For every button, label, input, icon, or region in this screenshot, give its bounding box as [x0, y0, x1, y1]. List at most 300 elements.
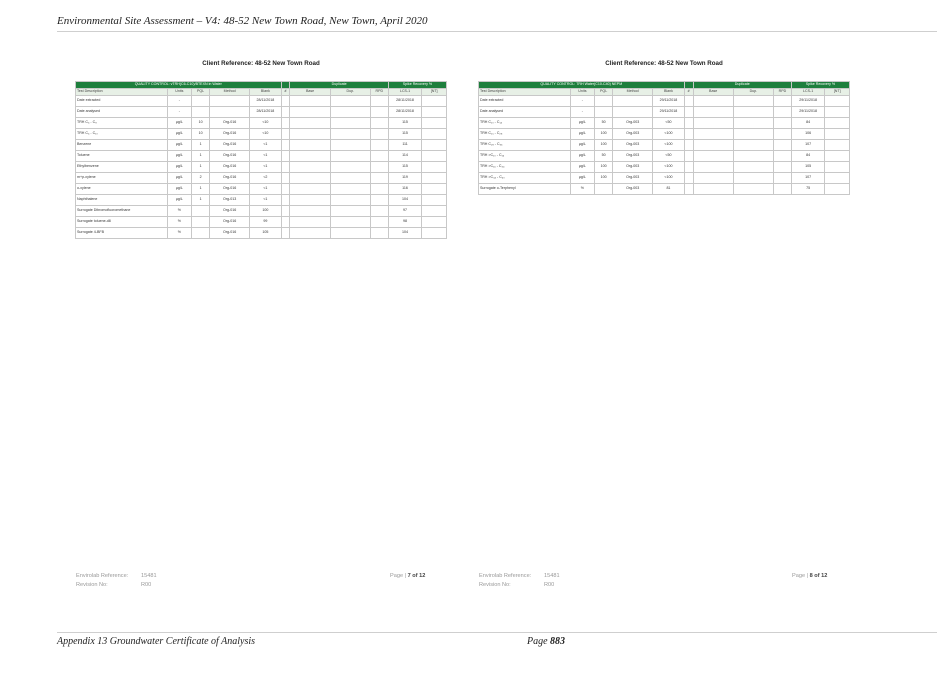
page-label: Page |: [390, 573, 407, 579]
table-cell: [684, 162, 693, 173]
ref-value: 15481: [141, 573, 157, 579]
table-cell: [290, 206, 330, 217]
table-cell: [773, 107, 791, 118]
table-cell: [290, 151, 330, 162]
table-cell: 104: [388, 228, 422, 239]
table-cell: [370, 118, 388, 129]
table-cell: [370, 140, 388, 151]
table-cell: [192, 217, 210, 228]
table-cell: -: [167, 96, 192, 107]
table-cell: Org-016: [210, 151, 250, 162]
table-cell: <1: [250, 151, 281, 162]
table-cell: [693, 118, 733, 129]
table-cell: [693, 140, 733, 151]
table-cell: 99: [250, 217, 281, 228]
table-cell: 115: [388, 118, 422, 129]
table-cell: [290, 228, 330, 239]
table-cell: 100: [595, 129, 613, 140]
table-cell: Org-016: [210, 140, 250, 151]
table-cell: [422, 184, 447, 195]
table-cell: Benzene: [76, 140, 168, 151]
table-cell: 84: [791, 151, 825, 162]
table-cell: [825, 96, 850, 107]
table-title: QUALITY CONTROL: TRH Water(C10-C40) NEPM: [479, 82, 685, 89]
table-cell: µg/L: [570, 140, 595, 151]
table-title-row: [76, 82, 447, 89]
table-cell: [684, 118, 693, 129]
column-header: Base: [693, 89, 733, 96]
table-cell: 1: [192, 195, 210, 206]
table-cell: 28/11/2018: [388, 107, 422, 118]
qc-table-vtrh-btexn: [75, 81, 447, 239]
table-cell: -: [167, 107, 192, 118]
table-cell: [290, 118, 330, 129]
table-cell: [192, 96, 210, 107]
table-cell: [192, 228, 210, 239]
table-row: [76, 173, 447, 184]
table-cell: 1: [192, 151, 210, 162]
table-cell: [281, 184, 290, 195]
table-cell: [422, 129, 447, 140]
table-cell: 97: [388, 206, 422, 217]
table-row: [479, 107, 850, 118]
table-cell: -: [570, 107, 595, 118]
table-cell: [210, 107, 250, 118]
table-cell: [422, 140, 447, 151]
column-header: PQL: [192, 89, 210, 96]
table-cell: Org-016: [210, 173, 250, 184]
table-cell: [290, 96, 330, 107]
table-cell: [330, 162, 370, 173]
table-cell: TRH C₆ - C₁₀: [76, 129, 168, 140]
table-cell: µg/L: [167, 195, 192, 206]
table-cell: 111: [388, 140, 422, 151]
rev-label: Revision No:: [479, 582, 511, 588]
duplicate-group-header: Duplicate: [693, 82, 791, 89]
table-cell: Date analysed: [76, 107, 168, 118]
column-header: Blank: [653, 89, 684, 96]
table-row: [76, 151, 447, 162]
table-cell: [825, 151, 850, 162]
table-cell: 115: [388, 162, 422, 173]
column-header: Blank: [250, 89, 281, 96]
column-header: Test Description: [76, 89, 168, 96]
column-header: Units: [570, 89, 595, 96]
table-cell: [370, 195, 388, 206]
table-cell: [370, 184, 388, 195]
table-cell: 119: [388, 173, 422, 184]
table-row: [479, 129, 850, 140]
table-cell: 1: [192, 140, 210, 151]
table-cell: [733, 118, 773, 129]
table-cell: [422, 96, 447, 107]
table-cell: 29/11/2018: [653, 96, 684, 107]
spike-recovery-group-header: Spike Recovery %: [791, 82, 849, 89]
table-cell: 100: [595, 140, 613, 151]
table-cell: [281, 107, 290, 118]
spike-recovery-group-header: Spike Recovery %: [388, 82, 446, 89]
table-cell: [773, 129, 791, 140]
table-cell: Org-003: [613, 151, 653, 162]
table-cell: [290, 162, 330, 173]
table-cell: [281, 96, 290, 107]
table-cell: 75: [791, 184, 825, 195]
table-cell: Org-003: [613, 140, 653, 151]
table-cell: [422, 195, 447, 206]
table-cell: [370, 206, 388, 217]
table-cell: 50: [595, 151, 613, 162]
table-cell: Org-016: [210, 228, 250, 239]
table-cell: [422, 151, 447, 162]
table-cell: [290, 184, 330, 195]
table-row: [76, 228, 447, 239]
table-cell: 98: [388, 217, 422, 228]
table-cell: 84: [791, 118, 825, 129]
table-cell: Naphthalene: [76, 195, 168, 206]
table-cell: µg/L: [167, 140, 192, 151]
column-header: Base: [290, 89, 330, 96]
ref-label: Envirolab Reference:: [76, 573, 129, 579]
table-cell: <2: [250, 173, 281, 184]
table-cell: %: [167, 228, 192, 239]
table-cell: 81: [653, 184, 684, 195]
table-cell: Org-003: [613, 129, 653, 140]
table-cell: [422, 228, 447, 239]
table-cell: µg/L: [167, 118, 192, 129]
column-header: [NT]: [422, 89, 447, 96]
table-cell: [290, 129, 330, 140]
table-row: [479, 173, 850, 184]
table-cell: [684, 184, 693, 195]
table-cell: [290, 140, 330, 151]
column-header-row: [76, 89, 447, 96]
table-cell: Org-003: [613, 184, 653, 195]
table-cell: [773, 162, 791, 173]
table-cell: [825, 140, 850, 151]
table-title: QUALITY CONTROL: vTRH(C6-C10)/BTEXN in Water: [76, 82, 282, 89]
table-cell: Org-016: [210, 129, 250, 140]
column-header: RPD: [370, 89, 388, 96]
table-cell: µg/L: [167, 162, 192, 173]
table-cell: Surrogate Dibromofluoromethane: [76, 206, 168, 217]
table-row: [76, 129, 447, 140]
table-cell: [595, 107, 613, 118]
table-cell: TRH C₂₉ - C₃₆: [479, 140, 571, 151]
rev-value: R00: [141, 582, 152, 588]
column-header: Method: [613, 89, 653, 96]
table-cell: [693, 173, 733, 184]
table-cell: Date extracted: [76, 96, 168, 107]
table-cell: [684, 96, 693, 107]
table-cell: [825, 118, 850, 129]
table-cell: [281, 140, 290, 151]
table-cell: [773, 173, 791, 184]
table-row: [76, 96, 447, 107]
table-cell: [422, 217, 447, 228]
table-cell: [290, 195, 330, 206]
table-cell: 105: [791, 162, 825, 173]
table-cell: Surrogate toluene-d8: [76, 217, 168, 228]
table-cell: 1: [192, 184, 210, 195]
table-cell: TRH C₆ - C₉: [76, 118, 168, 129]
table-cell: 116: [388, 184, 422, 195]
table-cell: %: [570, 184, 595, 195]
column-header: Method: [210, 89, 250, 96]
table-row: [76, 140, 447, 151]
table-row: [479, 184, 850, 195]
table-cell: <50: [653, 151, 684, 162]
table-cell: <1: [250, 140, 281, 151]
table-row: [76, 184, 447, 195]
table-cell: [281, 206, 290, 217]
table-cell: <50: [653, 118, 684, 129]
column-header: PQL: [595, 89, 613, 96]
envirolab-reference-right: [479, 572, 560, 590]
table-cell: [693, 96, 733, 107]
page-value: 8 of 12: [809, 573, 828, 579]
table-cell: <100: [653, 162, 684, 173]
table-cell: 28/11/2018: [388, 96, 422, 107]
table-cell: <10: [250, 118, 281, 129]
table-cell: [370, 96, 388, 107]
table-row: [479, 151, 850, 162]
ref-value: 15481: [544, 573, 560, 579]
table-cell: [825, 107, 850, 118]
column-header: #: [684, 89, 693, 96]
table-cell: [330, 107, 370, 118]
client-reference-left: Client Reference: 48-52 New Town Road: [202, 60, 320, 67]
table-cell: [773, 184, 791, 195]
table-cell: 2: [192, 173, 210, 184]
table-cell: [693, 184, 733, 195]
table-cell: [422, 107, 447, 118]
table-cell: [733, 107, 773, 118]
column-header: LCS-1: [791, 89, 825, 96]
table-cell: [693, 107, 733, 118]
column-header: LCS-1: [388, 89, 422, 96]
page-footer-number: 883: [550, 636, 566, 647]
table-row: [76, 206, 447, 217]
table-row: [479, 118, 850, 129]
table-cell: o-xylene: [76, 184, 168, 195]
table-cell: µg/L: [167, 151, 192, 162]
client-reference-right: Client Reference: 48-52 New Town Road: [605, 60, 723, 67]
table-cell: [825, 173, 850, 184]
table-cell: [422, 118, 447, 129]
table-cell: [684, 129, 693, 140]
table-cell: TRH >C₁₀ - C₁₆: [479, 151, 571, 162]
table-cell: Date extracted: [479, 96, 571, 107]
table-cell: [330, 206, 370, 217]
table-cell: [210, 96, 250, 107]
table-cell: Org-016: [210, 162, 250, 173]
table-cell: [693, 162, 733, 173]
table-cell: 105: [250, 228, 281, 239]
table-cell: [733, 140, 773, 151]
table-cell: m+p-xylene: [76, 173, 168, 184]
table-cell: [733, 184, 773, 195]
table-cell: Surrogate 4-BFB: [76, 228, 168, 239]
table-title-spacer: [281, 82, 290, 89]
table-cell: [613, 96, 653, 107]
table-cell: [330, 129, 370, 140]
table-row: [479, 162, 850, 173]
table-cell: 29/11/2018: [791, 107, 825, 118]
table-cell: TRH >C₁₆ - C₃₄: [479, 162, 571, 173]
column-header: RPD: [773, 89, 791, 96]
table-row: [76, 217, 447, 228]
table-cell: [773, 118, 791, 129]
envirolab-reference-left: [76, 572, 157, 590]
table-cell: <1: [250, 195, 281, 206]
rev-label: Revision No:: [76, 582, 108, 588]
table-cell: [684, 140, 693, 151]
header-rule: [57, 31, 937, 32]
table-cell: Org-016: [210, 217, 250, 228]
table-cell: [281, 118, 290, 129]
table-cell: µg/L: [167, 173, 192, 184]
table-cell: Org-003: [613, 173, 653, 184]
table-cell: [290, 107, 330, 118]
table-cell: µg/L: [570, 118, 595, 129]
table-cell: %: [167, 217, 192, 228]
table-cell: [281, 173, 290, 184]
table-cell: [192, 107, 210, 118]
table-cell: [693, 151, 733, 162]
table-cell: 28/11/2018: [250, 107, 281, 118]
table-cell: 107: [791, 173, 825, 184]
table-cell: 100: [595, 173, 613, 184]
table-cell: [370, 107, 388, 118]
table-cell: [192, 206, 210, 217]
table-cell: <10: [250, 129, 281, 140]
page-label: Page |: [792, 573, 809, 579]
table-cell: [773, 140, 791, 151]
table-cell: Date analysed: [479, 107, 571, 118]
table-cell: TRH >C₃₄ - C₄₀: [479, 173, 571, 184]
table-cell: [281, 228, 290, 239]
table-cell: [281, 217, 290, 228]
table-cell: [595, 184, 613, 195]
column-header: [NT]: [825, 89, 850, 96]
table-cell: [684, 107, 693, 118]
page-value: 7 of 12: [407, 573, 426, 579]
table-cell: [613, 107, 653, 118]
table-cell: 10: [192, 118, 210, 129]
table-cell: [281, 162, 290, 173]
appendix-footer: Appendix 13 Groundwater Certificate of Analysis: [57, 636, 256, 647]
column-header: Units: [167, 89, 192, 96]
table-cell: TRH C₁₅ - C₂₈: [479, 129, 571, 140]
rev-value: R00: [544, 582, 555, 588]
table-cell: 114: [388, 151, 422, 162]
table-cell: [370, 162, 388, 173]
table-cell: [330, 173, 370, 184]
table-cell: [330, 140, 370, 151]
table-cell: 115: [388, 129, 422, 140]
table-cell: [733, 129, 773, 140]
table-cell: [422, 206, 447, 217]
table-cell: 106: [791, 129, 825, 140]
table-title-spacer: [684, 82, 693, 89]
table-cell: µg/L: [570, 151, 595, 162]
table-row: [76, 162, 447, 173]
page-number-right: [792, 573, 827, 579]
table-cell: [290, 217, 330, 228]
table-cell: [733, 96, 773, 107]
page-footer-label: Page: [527, 636, 548, 647]
table-row: [76, 195, 447, 206]
table-cell: [370, 228, 388, 239]
table-cell: Org-016: [210, 206, 250, 217]
table-cell: 100: [595, 162, 613, 173]
table-cell: [330, 217, 370, 228]
table-cell: [370, 217, 388, 228]
table-cell: [825, 184, 850, 195]
table-cell: Org-016: [210, 184, 250, 195]
column-header-row: [479, 89, 850, 96]
table-cell: [290, 173, 330, 184]
table-cell: [595, 96, 613, 107]
table-cell: 100: [250, 206, 281, 217]
table-cell: Org-003: [613, 118, 653, 129]
table-cell: [330, 151, 370, 162]
table-row: [479, 140, 850, 151]
table-cell: TRH C₁₀ - C₁₄: [479, 118, 571, 129]
table-cell: µg/L: [570, 173, 595, 184]
table-cell: µg/L: [167, 184, 192, 195]
table-cell: <100: [653, 129, 684, 140]
table-cell: [684, 173, 693, 184]
table-cell: µg/L: [570, 129, 595, 140]
table-cell: [422, 162, 447, 173]
table-cell: 28/11/2018: [250, 96, 281, 107]
table-cell: 10: [192, 129, 210, 140]
table-cell: [693, 129, 733, 140]
column-header: Test Description: [479, 89, 571, 96]
table-cell: 1: [192, 162, 210, 173]
table-cell: [330, 184, 370, 195]
table-cell: [773, 151, 791, 162]
ref-label: Envirolab Reference:: [479, 573, 532, 579]
table-cell: Toluene: [76, 151, 168, 162]
page-number-left: [390, 573, 425, 579]
table-cell: [825, 162, 850, 173]
table-cell: [281, 129, 290, 140]
table-cell: [370, 173, 388, 184]
page-footer: [527, 636, 565, 647]
table-cell: [330, 118, 370, 129]
table-cell: Org-016: [210, 118, 250, 129]
table-row: [76, 118, 447, 129]
table-cell: [422, 173, 447, 184]
table-cell: [330, 195, 370, 206]
table-cell: [733, 173, 773, 184]
table-cell: %: [167, 206, 192, 217]
table-cell: 50: [595, 118, 613, 129]
table-cell: µg/L: [167, 129, 192, 140]
table-cell: 107: [791, 140, 825, 151]
table-title-row: [479, 82, 850, 89]
duplicate-group-header: Duplicate: [290, 82, 388, 89]
table-cell: Ethylbenzene: [76, 162, 168, 173]
column-header: Dup.: [330, 89, 370, 96]
table-cell: µg/L: [570, 162, 595, 173]
table-cell: [330, 96, 370, 107]
table-cell: [825, 129, 850, 140]
table-cell: Org-013: [210, 195, 250, 206]
table-cell: [281, 151, 290, 162]
